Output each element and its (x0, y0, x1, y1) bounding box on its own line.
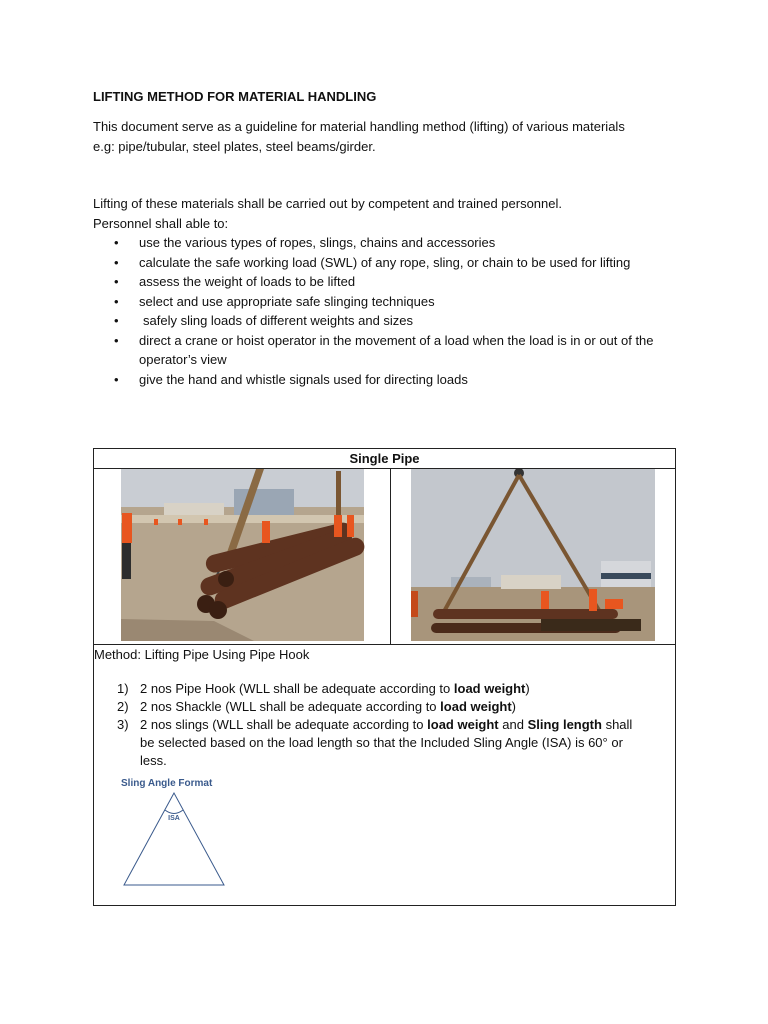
requirements-section (93, 194, 693, 389)
requirements-line: Lifting of these materials shall be carried out by competent and trained personnel. (93, 196, 562, 211)
list-item: • give the hand and whistle signals used for directing loads (93, 370, 679, 390)
requirements-list (93, 233, 693, 389)
method-cell (94, 645, 676, 906)
list-item: • safely sling loads of different weights and sizes (93, 311, 683, 331)
intro-paragraph (93, 117, 683, 156)
isa-label: ISA (168, 815, 180, 822)
photo-pipe-hook-rigging (94, 469, 390, 641)
list-item: • calculate the safe working load (SWL) of any rope, sling, or chain to be used for lifting (93, 253, 679, 273)
photo-suspended-pipe (391, 469, 675, 641)
list-item: • select and use appropriate safe slinging techniques (93, 292, 679, 312)
equipment-list (94, 680, 675, 770)
intro-line: This document serve as a guideline for material handling method (lifting) of various materials (93, 119, 625, 134)
photo-cell-left (94, 469, 391, 645)
list-item: 3) 2 nos slings (WLL shall be adequate according to load weight and Sling length shall be selected based on the load length so that the Included Sling Angle (ISA) is 60° or less. (117, 717, 633, 768)
table-header: Single Pipe (94, 449, 676, 469)
list-item: • use the various types of ropes, slings, chains and accessories (93, 233, 679, 253)
document-title: LIFTING METHOD FOR MATERIAL HANDLING (93, 89, 377, 104)
list-item: • assess the weight of loads to be lifted (93, 272, 679, 292)
list-item: 2) 2 nos Shackle (WLL shall be adequate according to load weight) (117, 699, 516, 714)
list-item: • direct a crane or hoist operator in the movement of a load when the load is in or out of the operator’s view (93, 331, 679, 370)
sling-angle-title: Sling Angle Format (121, 778, 213, 789)
list-item: 1) 2 nos Pipe Hook (WLL shall be adequate according to load weight) (117, 681, 530, 696)
method-title: Method: Lifting Pipe Using Pipe Hook (94, 647, 310, 662)
sling-angle-diagram (120, 791, 228, 891)
method-table (93, 448, 676, 906)
requirements-lead: Personnel shall able to: (93, 215, 229, 231)
photo-cell-right (391, 469, 676, 645)
intro-examples: e.g: pipe/tubular, steel plates, steel beams/girder. (93, 138, 376, 154)
